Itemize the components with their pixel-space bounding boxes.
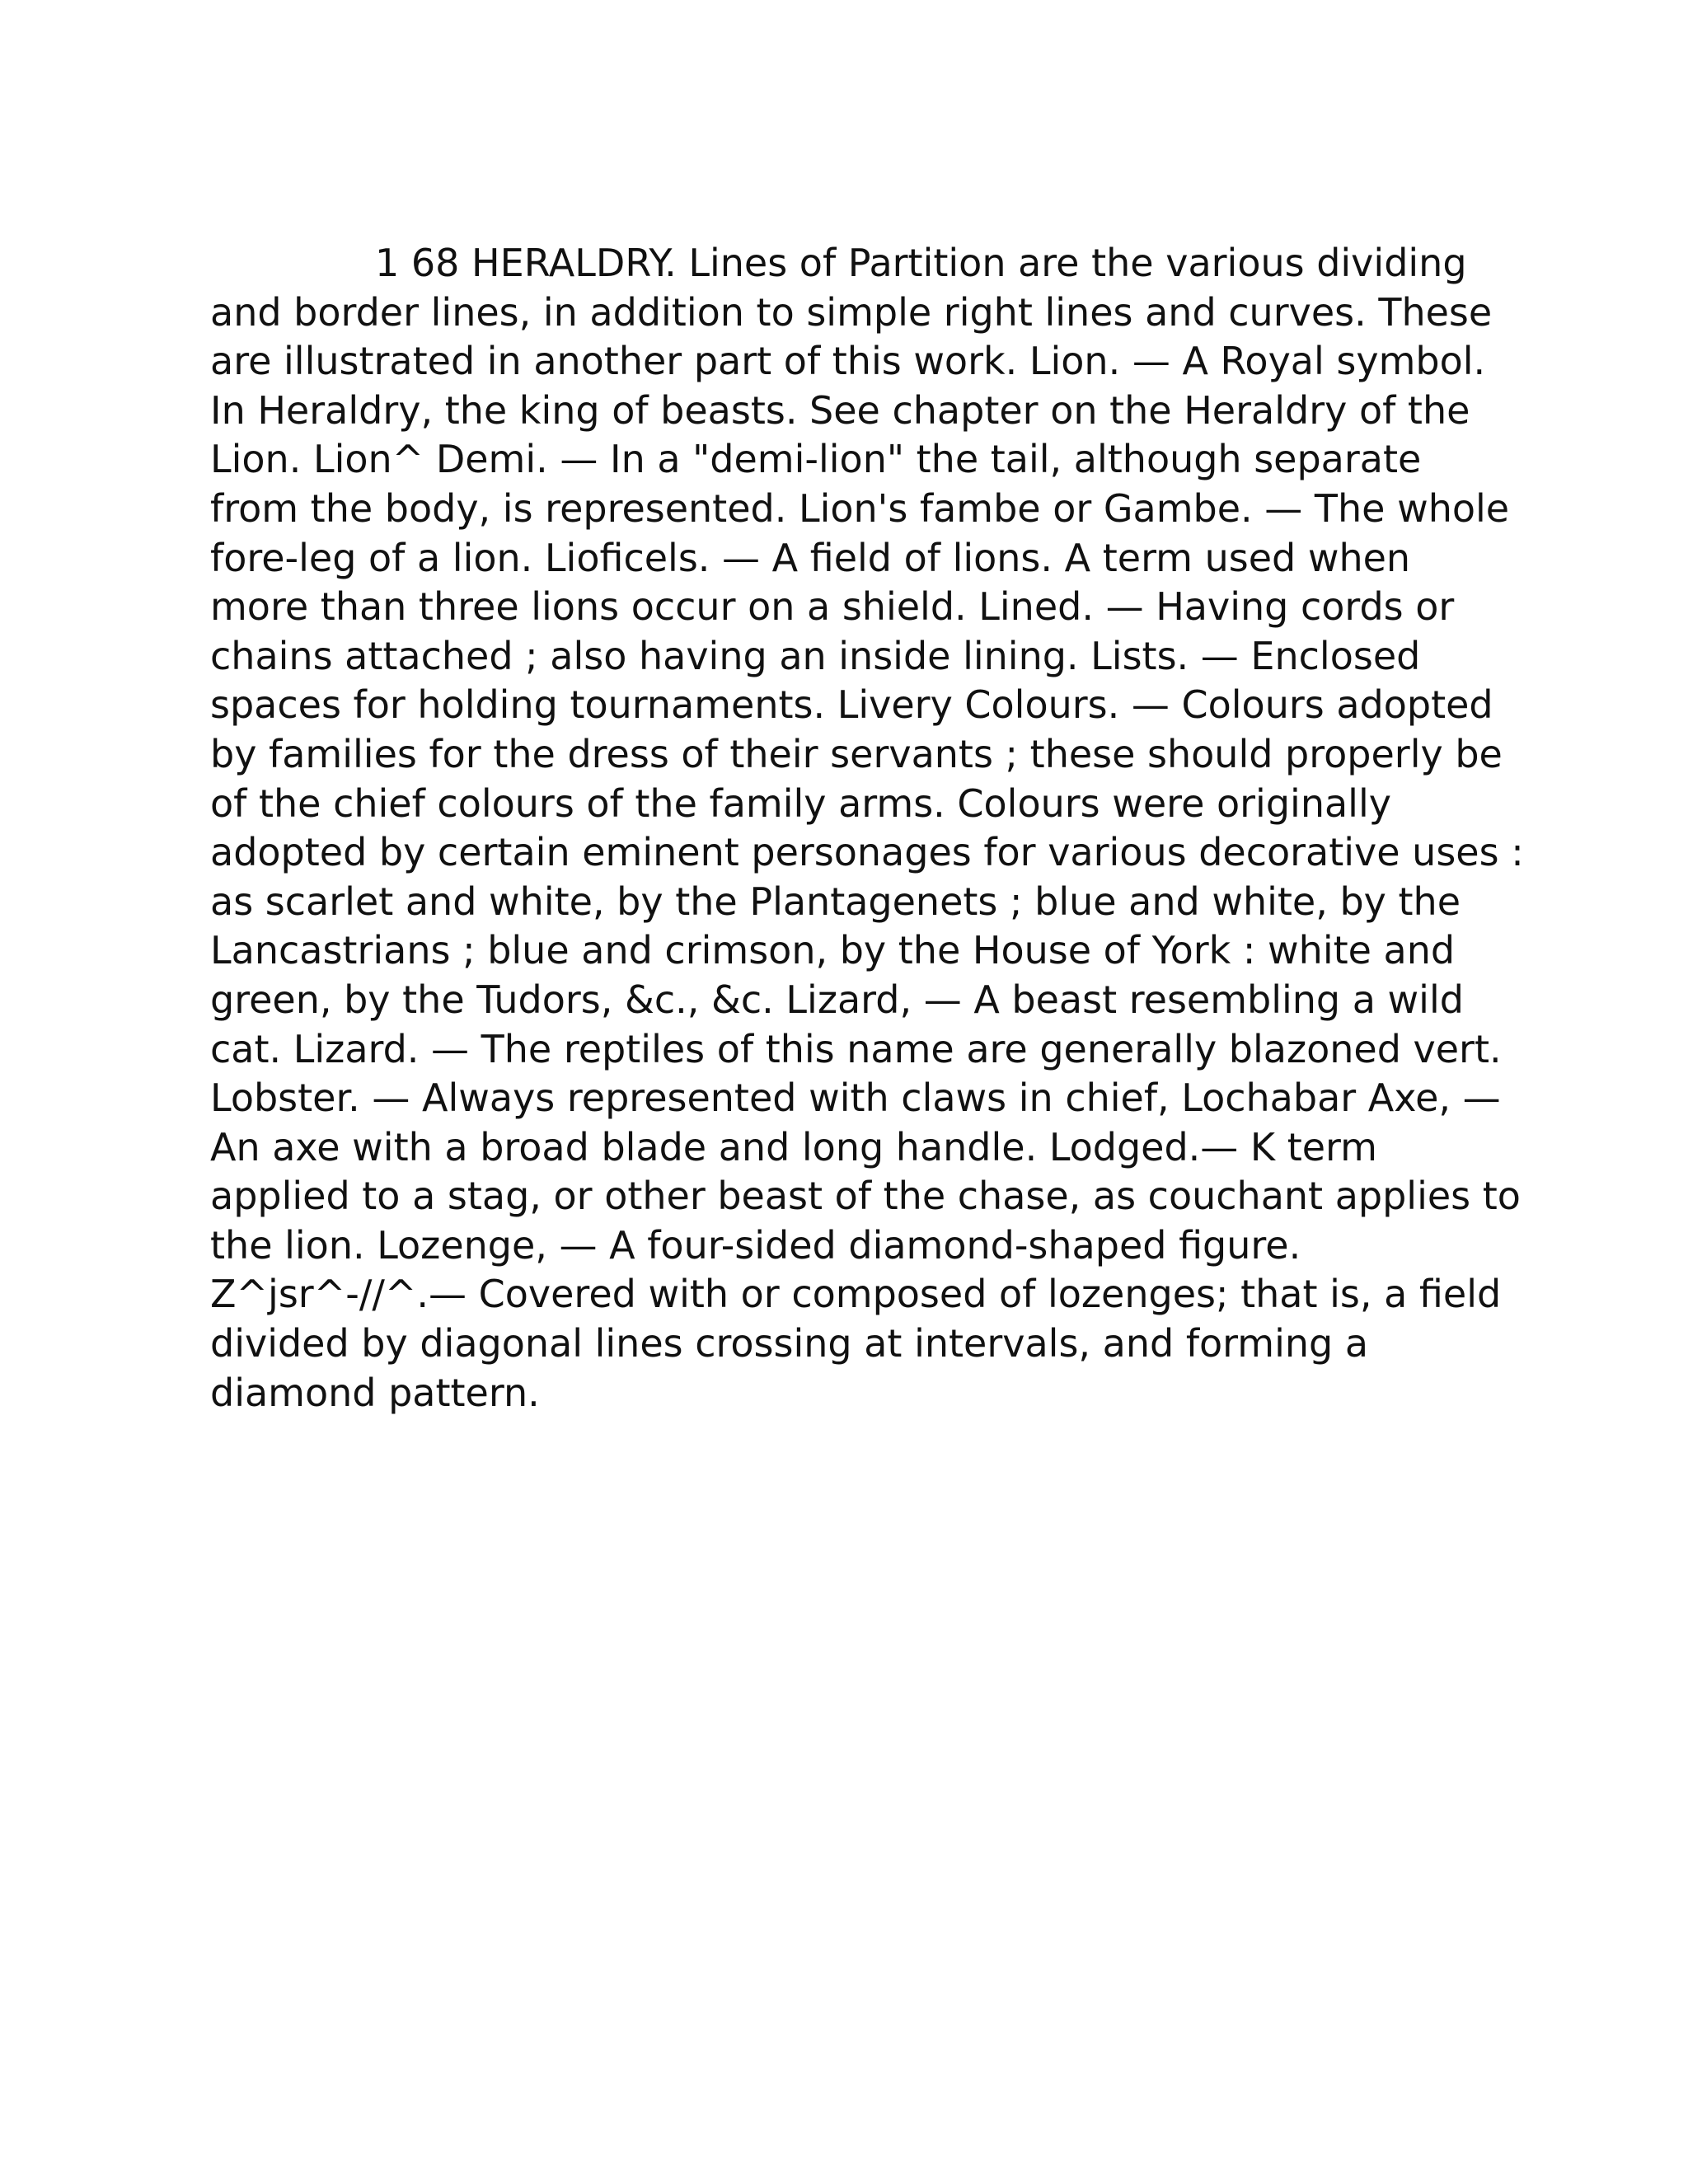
text-line: Z^jsr^-//^.— Covered with or composed of lozenges; that is, a field	[210, 1272, 1502, 1317]
body-text	[210, 239, 1524, 1418]
text-line: cat. Lizard. — The reptiles of this name are generally blazoned vert.	[210, 1026, 1502, 1071]
text-line: green, by the Tudors, &c., &c. Lizard, — A beast resembling a wild	[210, 977, 1464, 1022]
text-line: diamond pattern.	[210, 1370, 540, 1415]
text-line: more than three lions occur on a shield. Lined. — Having cords or	[210, 584, 1455, 630]
text-line: divided by diagonal lines crossing at intervals, and forming a	[210, 1321, 1369, 1366]
text-line: Lobster. — Always represented with claws in chief, Lochabar Axe, —	[210, 1076, 1501, 1121]
text-line: fore-leg of a lion. Lioficels. — A field of lions. A term used when	[210, 535, 1411, 580]
text-line: An axe with a broad blade and long handle. Lodged.— K term	[210, 1124, 1377, 1169]
text-line: are illustrated in another part of this work. Lion. — A Royal symbol.	[210, 339, 1486, 384]
text-line: the lion. Lozenge, — A four-sided diamond-shaped figure.	[210, 1222, 1301, 1268]
text-line: applied to a stag, or other beast of the chase, as couchant applies to	[210, 1174, 1521, 1219]
text-line: as scarlet and white, by the Plantagenets ; blue and white, by the	[210, 879, 1461, 924]
text-line: and border lines, in addition to simple right lines and curves. These	[210, 289, 1493, 335]
text-line: In Heraldry, the king of beasts. See chapter on the Heraldry of the	[210, 387, 1470, 433]
text-line: Lion. Lion^ Demi. — In a "demi-lion" the tail, although separate	[210, 437, 1422, 482]
text-line: adopted by certain eminent personages for various decorative uses :	[210, 830, 1524, 875]
text-line: chains attached ; also having an inside lining. Lists. — Enclosed	[210, 633, 1421, 678]
text-line: from the body, is represented. Lion's fambe or Gambe. — The whole	[210, 485, 1510, 531]
text-line: 1 68 HERALDRY. Lines of Partition are the various dividing	[375, 241, 1467, 285]
text-line: Lancastrians ; blue and crimson, by the House of York : white and	[210, 928, 1456, 973]
text-line: spaces for holding tournaments. Livery Colours. — Colours adopted	[210, 682, 1493, 728]
text-line: by families for the dress of their servants ; these should properly be	[210, 731, 1503, 776]
text-line: of the chief colours of the family arms. Colours were originally	[210, 780, 1391, 826]
